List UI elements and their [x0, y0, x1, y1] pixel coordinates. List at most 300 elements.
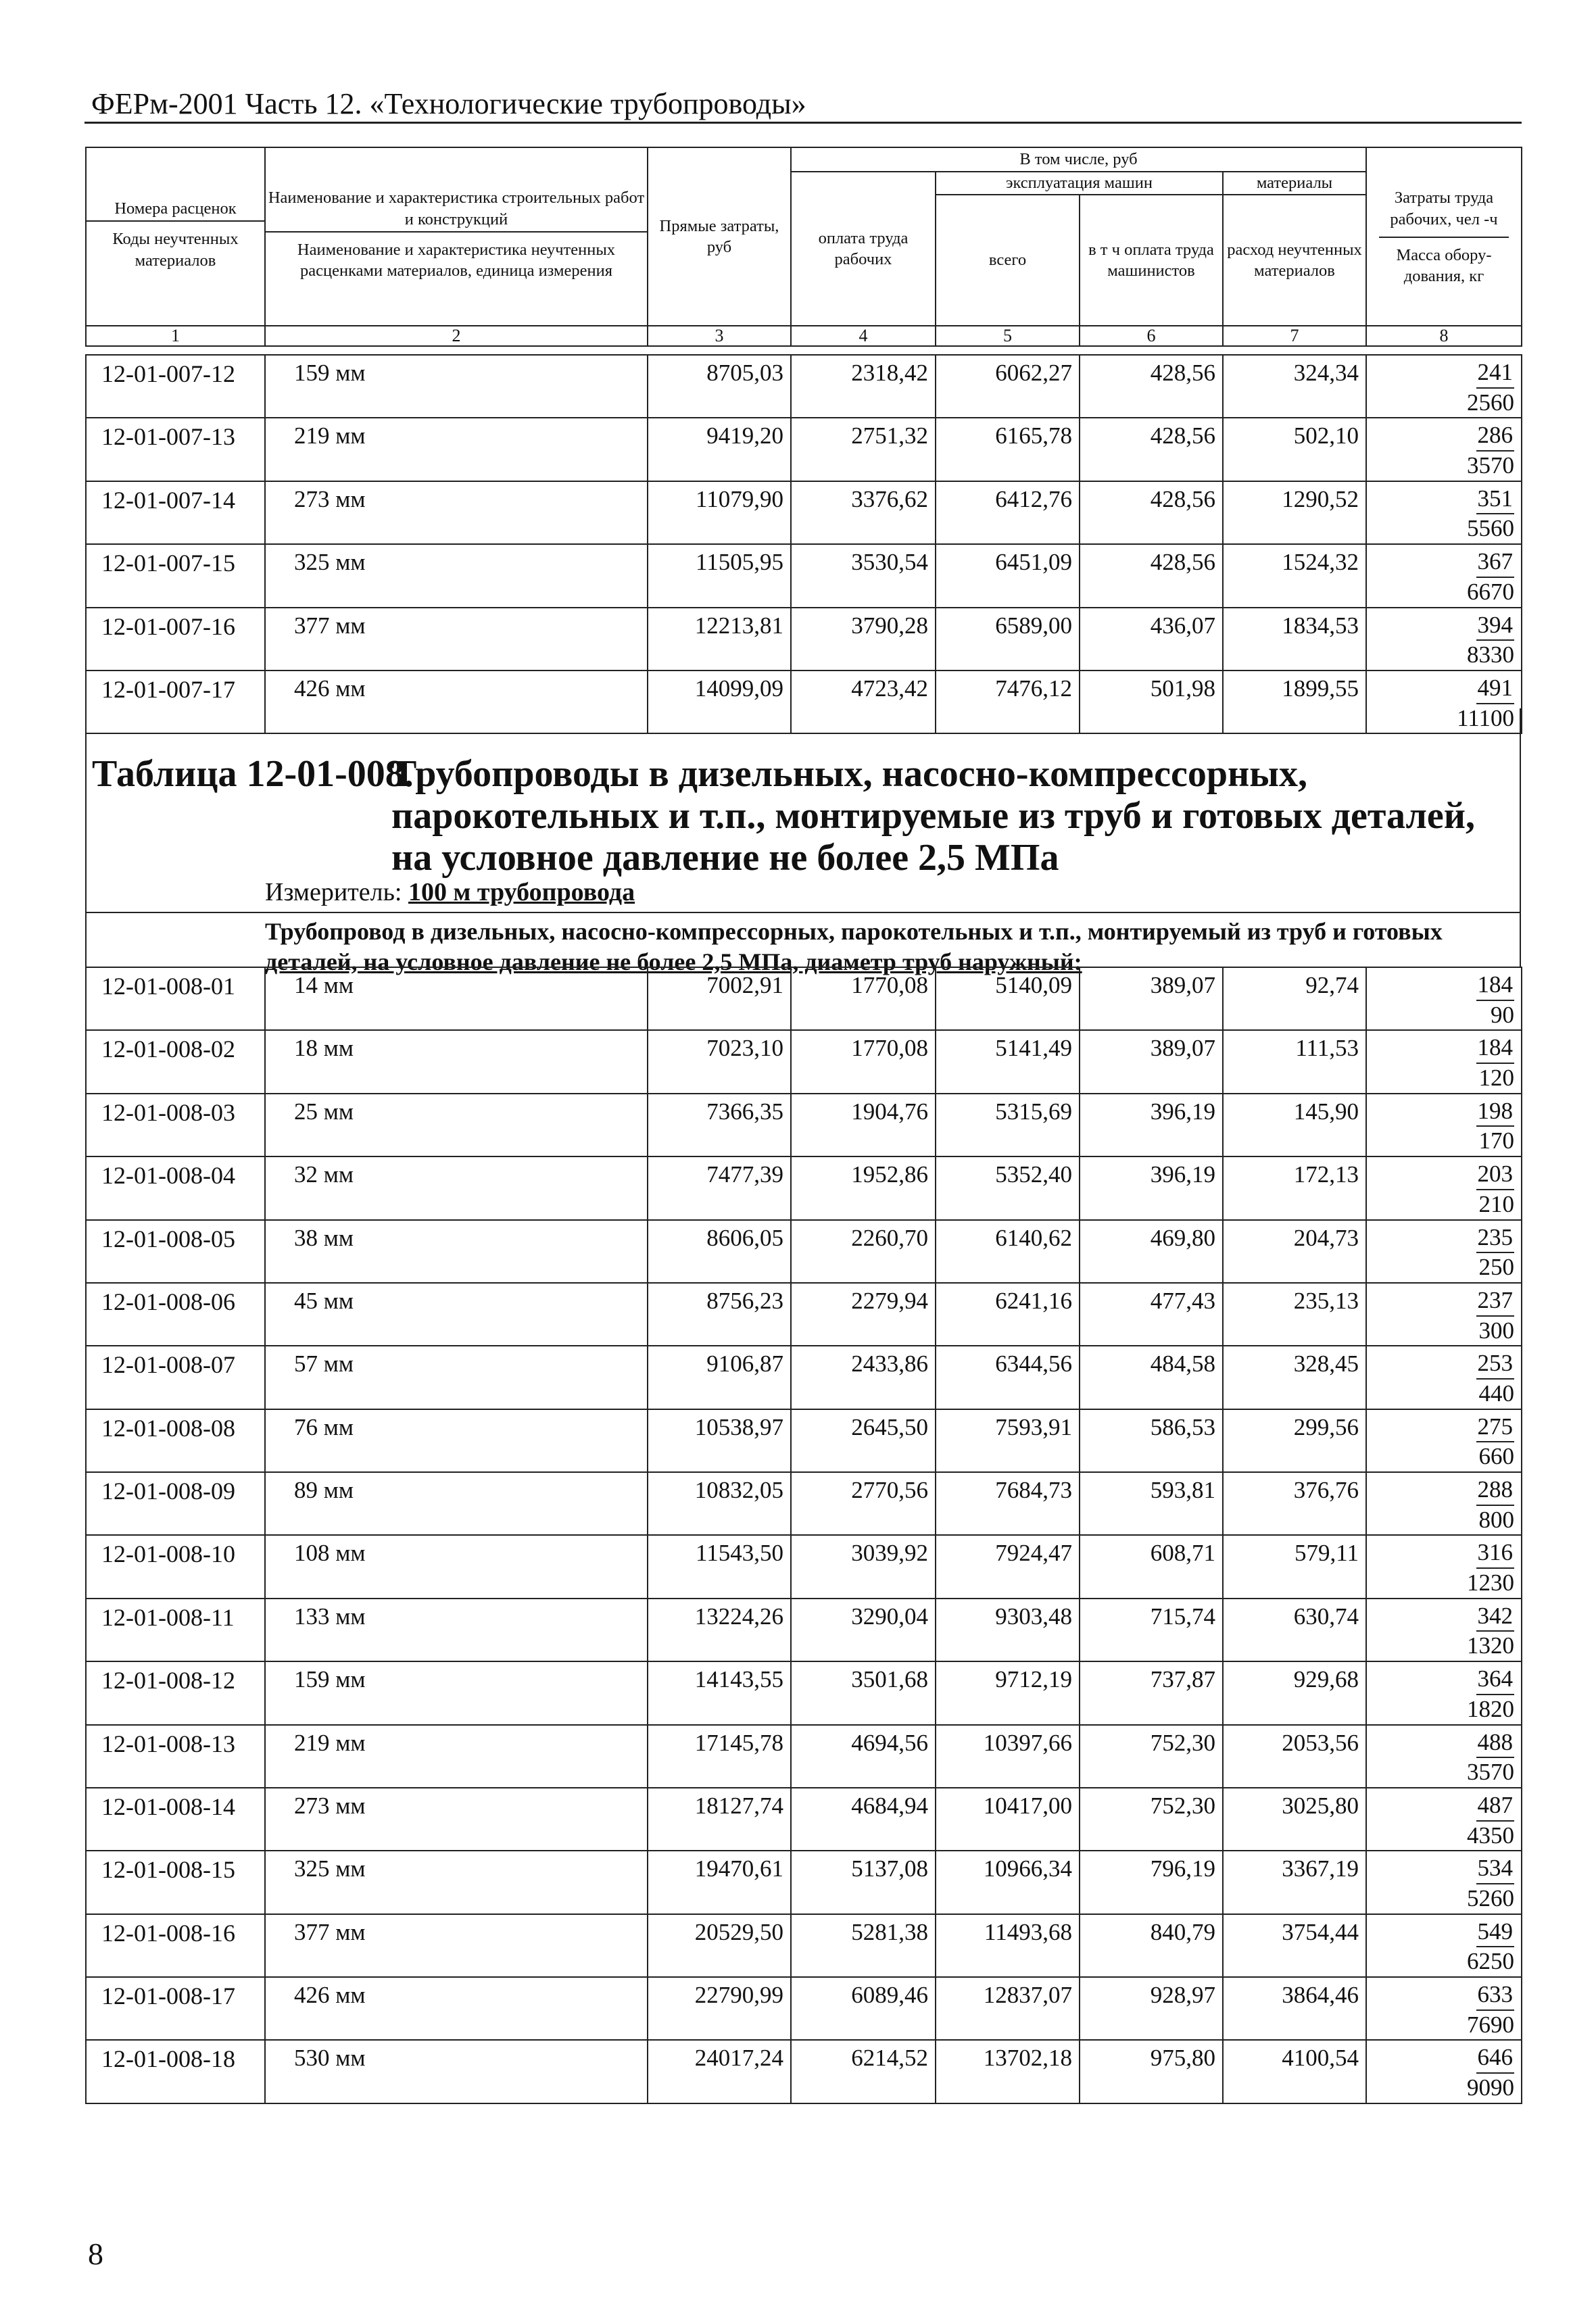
- equipment-mass-value: 5260: [1467, 1884, 1514, 1911]
- machinists-pay: 436,07: [1080, 608, 1223, 671]
- labor-cost-value: 184: [1476, 971, 1515, 1001]
- pipe-diameter: 57 мм: [265, 1346, 648, 1409]
- equipment-mass-value: 5560: [1467, 515, 1514, 542]
- rate-code: 12-01-008-13: [86, 1725, 265, 1788]
- equipment-mass-value: 210: [1478, 1190, 1514, 1217]
- direct-costs: 19470,61: [648, 1851, 791, 1914]
- labor-pay: 3376,62: [791, 481, 936, 544]
- table-row: [86, 1725, 1522, 1788]
- labor-cost-value: 237: [1476, 1286, 1515, 1317]
- direct-costs: 12213,81: [648, 608, 791, 671]
- direct-costs: 11079,90: [648, 481, 791, 544]
- pipe-diameter: 14 мм: [265, 967, 648, 1030]
- machinists-pay: 428,56: [1080, 418, 1223, 481]
- labor-pay: 2433,86: [791, 1346, 936, 1409]
- machinists-pay: 752,30: [1080, 1788, 1223, 1851]
- pipe-diameter: 325 мм: [265, 544, 648, 607]
- labor-and-mass: [1366, 1156, 1522, 1219]
- rate-code: 12-01-008-03: [86, 1094, 265, 1156]
- labor-and-mass: [1366, 1409, 1522, 1472]
- machinists-pay: 484,58: [1080, 1346, 1223, 1409]
- pipe-diameter: 108 мм: [265, 1535, 648, 1598]
- machinists-pay: 715,74: [1080, 1599, 1223, 1661]
- equipment-mass-value: 120: [1478, 1065, 1514, 1092]
- pipe-diameter: 32 мм: [265, 1156, 648, 1219]
- labor-pay: 5137,08: [791, 1851, 936, 1914]
- equipment-mass-value: 440: [1478, 1380, 1514, 1407]
- machinists-pay: 840,79: [1080, 1914, 1223, 1977]
- labor-cost-value: 184: [1476, 1033, 1515, 1064]
- table-row: [86, 1409, 1522, 1472]
- machines-total: 9712,19: [936, 1661, 1080, 1724]
- rate-code: 12-01-008-18: [86, 2040, 265, 2103]
- pipe-diameter: 25 мм: [265, 1094, 648, 1156]
- labor-and-mass: [1366, 608, 1522, 671]
- materials-cost: 3367,19: [1223, 1851, 1366, 1914]
- equipment-mass-value: 6670: [1467, 578, 1514, 605]
- labor-cost-value: 367: [1476, 547, 1515, 578]
- table-row: [86, 1914, 1522, 1977]
- rates-table-12-01-008: [85, 967, 1522, 2104]
- materials-cost: 204,73: [1223, 1220, 1366, 1283]
- direct-costs: 9106,87: [648, 1346, 791, 1409]
- rate-code: 12-01-008-10: [86, 1535, 265, 1598]
- direct-costs: 7366,35: [648, 1094, 791, 1156]
- labor-pay: 1952,86: [791, 1156, 936, 1219]
- materials-cost: 145,90: [1223, 1094, 1366, 1156]
- labor-and-mass: [1366, 1977, 1522, 2040]
- labor-and-mass: [1366, 2040, 1522, 2103]
- table-row: [86, 1346, 1522, 1409]
- pipe-diameter: 426 мм: [265, 1977, 648, 2040]
- machines-total: 5141,49: [936, 1030, 1080, 1093]
- col-number-6: 6: [1080, 326, 1223, 346]
- equipment-mass-value: 3570: [1467, 452, 1514, 479]
- pipe-diameter: 45 мм: [265, 1283, 648, 1346]
- direct-costs: 11543,50: [648, 1535, 791, 1598]
- labor-cost-value: 646: [1476, 2043, 1515, 2074]
- direct-costs: 8756,23: [648, 1283, 791, 1346]
- table-row: [86, 608, 1522, 671]
- machines-total: 10417,00: [936, 1788, 1080, 1851]
- table-title-text: Трубопроводы в дизельных, насосно-компрессорных, парокотельных и т.п., монтируемые из труб и готовых деталей, на условное давление не более 2,5 МПа: [391, 753, 1476, 879]
- rate-code: 12-01-008-11: [86, 1599, 265, 1661]
- header-cell-codes: [86, 147, 265, 326]
- labor-cost-value: 253: [1476, 1349, 1515, 1380]
- col-number-8: 8: [1366, 326, 1522, 346]
- materials-cost: 324,34: [1223, 355, 1366, 418]
- group-heading-line-1: Трубопровод в дизельных, насосно-компрессорных, парокотельных и т.п., монтируемый из труб и готовых: [265, 918, 1443, 945]
- pipe-diameter: 89 мм: [265, 1472, 648, 1535]
- machines-total: 6412,76: [936, 481, 1080, 544]
- labor-pay: 4723,42: [791, 671, 936, 733]
- direct-costs: 18127,74: [648, 1788, 791, 1851]
- labor-pay: 3530,54: [791, 544, 936, 607]
- materials-cost: 1834,53: [1223, 608, 1366, 671]
- machines-total: 5352,40: [936, 1156, 1080, 1219]
- page-number: 8: [88, 2237, 103, 2271]
- materials-cost: 111,53: [1223, 1030, 1366, 1093]
- machinists-pay: 389,07: [1080, 967, 1223, 1030]
- rate-code: 12-01-008-05: [86, 1220, 265, 1283]
- rate-code: 12-01-007-13: [86, 418, 265, 481]
- direct-costs: 17145,78: [648, 1725, 791, 1788]
- labor-cost-value: 316: [1476, 1538, 1515, 1569]
- equipment-mass-value: 660: [1478, 1443, 1514, 1470]
- table-row: [86, 1472, 1522, 1535]
- rate-code: 12-01-007-14: [86, 481, 265, 544]
- header-cell-labor: [1366, 147, 1522, 326]
- table-row: [86, 1220, 1522, 1283]
- direct-costs: 7002,91: [648, 967, 791, 1030]
- labor-pay: 1904,76: [791, 1094, 936, 1156]
- materials-cost: 502,10: [1223, 418, 1366, 481]
- machinists-pay: 752,30: [1080, 1725, 1223, 1788]
- machines-total: 6241,16: [936, 1283, 1080, 1346]
- machines-total: 13702,18: [936, 2040, 1080, 2103]
- table-row: [86, 2040, 1522, 2103]
- col-number-1: 1: [86, 326, 265, 346]
- labor-cost-value: 241: [1476, 358, 1515, 389]
- labor-and-mass: [1366, 1030, 1522, 1093]
- labor-cost-value: 534: [1476, 1854, 1515, 1884]
- rate-code: 12-01-008-14: [86, 1788, 265, 1851]
- materials-cost: 3754,44: [1223, 1914, 1366, 1977]
- machines-total: 7593,91: [936, 1409, 1080, 1472]
- labor-and-mass: [1366, 1535, 1522, 1598]
- labor-and-mass: [1366, 1599, 1522, 1661]
- rate-code: 12-01-008-02: [86, 1030, 265, 1093]
- table-row: [86, 1977, 1522, 2040]
- materials-cost: 376,76: [1223, 1472, 1366, 1535]
- machines-total: 6062,27: [936, 355, 1080, 418]
- pipe-diameter: 76 мм: [265, 1409, 648, 1472]
- rate-code: 12-01-008-01: [86, 967, 265, 1030]
- machines-total: 6140,62: [936, 1220, 1080, 1283]
- machinists-pay: 593,81: [1080, 1472, 1223, 1535]
- measure-value: 100 м трубопровода: [408, 878, 635, 906]
- machines-total: 7924,47: [936, 1535, 1080, 1598]
- column-header-table: [85, 147, 1522, 347]
- machines-total: 12837,07: [936, 1977, 1080, 2040]
- header-rate-numbers: Номера расценок: [87, 195, 264, 222]
- table-12-01-008-heading: [85, 708, 1521, 975]
- measure-divider: [87, 912, 1520, 913]
- equipment-mass-value: 4350: [1467, 1822, 1514, 1849]
- labor-pay: 6214,52: [791, 2040, 936, 2103]
- labor-and-mass: [1366, 1851, 1522, 1914]
- labor-cost-value: 286: [1476, 421, 1515, 452]
- equipment-mass-value: 1820: [1467, 1695, 1514, 1722]
- machinists-pay: 389,07: [1080, 1030, 1223, 1093]
- labor-and-mass: [1366, 1094, 1522, 1156]
- machines-total: 7684,73: [936, 1472, 1080, 1535]
- direct-costs: 13224,26: [648, 1599, 791, 1661]
- labor-cost-value: 487: [1476, 1791, 1515, 1822]
- pipe-diameter: 273 мм: [265, 481, 648, 544]
- col-number-7: 7: [1223, 326, 1366, 346]
- measure-label: Измеритель:: [265, 878, 402, 906]
- machines-total: 10397,66: [936, 1725, 1080, 1788]
- col-number-2: 2: [265, 326, 648, 346]
- rate-code: 12-01-008-04: [86, 1156, 265, 1219]
- labor-and-mass: [1366, 355, 1522, 418]
- header-machinists-pay: в т ч оплата труда машинистов: [1080, 195, 1223, 326]
- table-row: [86, 1156, 1522, 1219]
- equipment-mass-value: 170: [1478, 1127, 1514, 1154]
- labor-cost-value: 549: [1476, 1918, 1515, 1948]
- pipe-diameter: 273 мм: [265, 1788, 648, 1851]
- materials-cost: 1290,52: [1223, 481, 1366, 544]
- header-material-codes: Коды неучтенных материалов: [112, 230, 239, 270]
- pipe-diameter: 219 мм: [265, 418, 648, 481]
- materials-cost: 2053,56: [1223, 1725, 1366, 1788]
- rate-code: 12-01-008-08: [86, 1409, 265, 1472]
- direct-costs: 22790,99: [648, 1977, 791, 2040]
- table-row: [86, 1851, 1522, 1914]
- labor-cost-value: 491: [1476, 674, 1515, 704]
- table-row: [86, 1661, 1522, 1724]
- materials-cost: 172,13: [1223, 1156, 1366, 1219]
- materials-cost: 92,74: [1223, 967, 1366, 1030]
- labor-pay: 3290,04: [791, 1599, 936, 1661]
- labor-and-mass: [1366, 967, 1522, 1030]
- labor-pay: 2645,50: [791, 1409, 936, 1472]
- labor-cost-value: 288: [1476, 1476, 1515, 1506]
- materials-cost: 630,74: [1223, 1599, 1366, 1661]
- direct-costs: 10538,97: [648, 1409, 791, 1472]
- rate-code: 12-01-007-12: [86, 355, 265, 418]
- pipe-diameter: 426 мм: [265, 671, 648, 733]
- labor-and-mass: [1366, 418, 1522, 481]
- table-row: [86, 1535, 1522, 1598]
- machines-total: 5315,69: [936, 1094, 1080, 1156]
- pipe-diameter: 133 мм: [265, 1599, 648, 1661]
- machines-total: 11493,68: [936, 1914, 1080, 1977]
- rate-code: 12-01-008-12: [86, 1661, 265, 1724]
- machinists-pay: 428,56: [1080, 355, 1223, 418]
- col-number-3: 3: [648, 326, 791, 346]
- header-including: В том числе, руб: [791, 147, 1366, 172]
- labor-pay: 5281,38: [791, 1914, 936, 1977]
- pipe-diameter: 530 мм: [265, 2040, 648, 2103]
- machinists-pay: 586,53: [1080, 1409, 1223, 1472]
- rate-code: 12-01-008-16: [86, 1914, 265, 1977]
- table-row: [86, 1030, 1522, 1093]
- header-cell-name: [265, 147, 648, 326]
- labor-pay: 3501,68: [791, 1661, 936, 1724]
- equipment-mass-value: 250: [1478, 1254, 1514, 1281]
- direct-costs: 8705,03: [648, 355, 791, 418]
- table-row: [86, 1599, 1522, 1661]
- col-number-4: 4: [791, 326, 936, 346]
- labor-pay: 6089,46: [791, 1977, 936, 2040]
- table-row: [86, 544, 1522, 607]
- machines-total: 6451,09: [936, 544, 1080, 607]
- equipment-mass-value: 1320: [1467, 1632, 1514, 1659]
- materials-cost: 579,11: [1223, 1535, 1366, 1598]
- labor-pay: 2318,42: [791, 355, 936, 418]
- table-row: [86, 355, 1522, 418]
- labor-and-mass: [1366, 1725, 1522, 1788]
- machinists-pay: 501,98: [1080, 671, 1223, 733]
- pipe-diameter: 377 мм: [265, 1914, 648, 1977]
- rate-code: 12-01-007-16: [86, 608, 265, 671]
- table-row: [86, 1094, 1522, 1156]
- equipment-mass-value: 11100: [1457, 704, 1514, 731]
- group-heading-line-2: деталей, на условное давление не более 2,5 МПа, диаметр труб наружный:: [265, 948, 1082, 975]
- materials-cost: 4100,54: [1223, 2040, 1366, 2103]
- direct-costs: 9419,20: [648, 418, 791, 481]
- direct-costs: 11505,95: [648, 544, 791, 607]
- header-labor-pay: оплата труда рабочих: [791, 172, 936, 326]
- header-direct-costs: Прямые затраты, руб: [648, 147, 791, 326]
- machines-total: 6344,56: [936, 1346, 1080, 1409]
- equipment-mass-value: 90: [1491, 1001, 1514, 1028]
- col-number-5: 5: [936, 326, 1080, 346]
- table-row: [86, 1788, 1522, 1851]
- rate-code: 12-01-007-17: [86, 671, 265, 733]
- header-machines: эксплуатация машин: [936, 172, 1223, 195]
- labor-pay: 3039,92: [791, 1535, 936, 1598]
- machinists-pay: 396,19: [1080, 1156, 1223, 1219]
- machinists-pay: 975,80: [1080, 2040, 1223, 2103]
- labor-and-mass: [1366, 1472, 1522, 1535]
- rate-code: 12-01-007-15: [86, 544, 265, 607]
- equipment-mass-value: 300: [1478, 1317, 1514, 1344]
- labor-and-mass: [1366, 1346, 1522, 1409]
- direct-costs: 7477,39: [648, 1156, 791, 1219]
- materials-cost: 235,13: [1223, 1283, 1366, 1346]
- labor-cost-value: 394: [1476, 611, 1515, 641]
- labor-pay: 4684,94: [791, 1788, 936, 1851]
- pipe-diameter: 159 мм: [265, 355, 648, 418]
- labor-pay: 2770,56: [791, 1472, 936, 1535]
- table-number: Таблица 12-01-008.: [92, 753, 414, 795]
- pipe-diameter: 38 мм: [265, 1220, 648, 1283]
- materials-cost: 929,68: [1223, 1661, 1366, 1724]
- labor-pay: 1770,08: [791, 1030, 936, 1093]
- direct-costs: 7023,10: [648, 1030, 791, 1093]
- header-work-name: Наименование и характеристика строительных работ и конструкций: [266, 185, 647, 233]
- table-row: [86, 1283, 1522, 1346]
- table-row: [86, 418, 1522, 481]
- rate-code: 12-01-008-15: [86, 1851, 265, 1914]
- labor-cost-value: 342: [1476, 1602, 1515, 1632]
- table-row: [86, 481, 1522, 544]
- labor-and-mass: [1366, 481, 1522, 544]
- header-materials: материалы: [1223, 172, 1366, 195]
- machines-total: 6165,78: [936, 418, 1080, 481]
- machines-total: 5140,09: [936, 967, 1080, 1030]
- machinists-pay: 608,71: [1080, 1535, 1223, 1598]
- labor-and-mass: [1366, 1914, 1522, 1977]
- labor-cost-value: 488: [1476, 1728, 1515, 1759]
- rates-table-12-01-007: [85, 354, 1522, 734]
- machines-total: 9303,48: [936, 1599, 1080, 1661]
- labor-cost-value: 633: [1476, 1980, 1515, 2011]
- labor-pay: 4694,56: [791, 1725, 936, 1788]
- equipment-mass-value: 1230: [1467, 1569, 1514, 1597]
- pipe-diameter: 377 мм: [265, 608, 648, 671]
- pipe-diameter: 18 мм: [265, 1030, 648, 1093]
- materials-cost: 3864,46: [1223, 1977, 1366, 2040]
- labor-and-mass: [1366, 544, 1522, 607]
- labor-pay: 2260,70: [791, 1220, 936, 1283]
- header-labor-cost: Затраты труда рабочих, чел -ч: [1379, 186, 1509, 238]
- pipe-diameter: 219 мм: [265, 1725, 648, 1788]
- machines-total: 7476,12: [936, 671, 1080, 733]
- machines-total: 10966,34: [936, 1851, 1080, 1914]
- page-header-title: ФЕРм-2001 Часть 12. «Технологические трубопроводы»: [91, 87, 806, 120]
- equipment-mass-value: 2560: [1467, 389, 1514, 416]
- pipe-diameter: 325 мм: [265, 1851, 648, 1914]
- header-machines-total: всего: [936, 195, 1080, 326]
- machinists-pay: 796,19: [1080, 1851, 1223, 1914]
- direct-costs: 8606,05: [648, 1220, 791, 1283]
- header-unaccounted-materials: расход неучтенных материалов: [1223, 195, 1366, 326]
- labor-and-mass: [1366, 1283, 1522, 1346]
- machinists-pay: 477,43: [1080, 1283, 1223, 1346]
- labor-pay: 3790,28: [791, 608, 936, 671]
- machinists-pay: 428,56: [1080, 544, 1223, 607]
- measure-unit: [265, 877, 635, 907]
- header-equipment-mass: Масса обору-дования, кг: [1396, 246, 1492, 286]
- direct-costs: 10832,05: [648, 1472, 791, 1535]
- rate-code: 12-01-008-07: [86, 1346, 265, 1409]
- direct-costs: 20529,50: [648, 1914, 791, 1977]
- rate-code: 12-01-008-17: [86, 1977, 265, 2040]
- labor-pay: 2279,94: [791, 1283, 936, 1346]
- rate-code: 12-01-008-09: [86, 1472, 265, 1535]
- machinists-pay: 737,87: [1080, 1661, 1223, 1724]
- machinists-pay: 396,19: [1080, 1094, 1223, 1156]
- header-rule: [84, 122, 1522, 124]
- direct-costs: 14143,55: [648, 1661, 791, 1724]
- machines-total: 6589,00: [936, 608, 1080, 671]
- equipment-mass-value: 6250: [1467, 1948, 1514, 1975]
- machinists-pay: 928,97: [1080, 1977, 1223, 2040]
- materials-cost: 1524,32: [1223, 544, 1366, 607]
- materials-cost: 328,45: [1223, 1346, 1366, 1409]
- direct-costs: 24017,24: [648, 2040, 791, 2103]
- labor-cost-value: 198: [1476, 1097, 1515, 1127]
- equipment-mass-value: 7690: [1467, 2011, 1514, 2038]
- equipment-mass-value: 8330: [1467, 641, 1514, 668]
- labor-cost-value: 275: [1476, 1413, 1515, 1443]
- materials-cost: 299,56: [1223, 1409, 1366, 1472]
- labor-pay: 1770,08: [791, 967, 936, 1030]
- pipe-diameter: 159 мм: [265, 1661, 648, 1724]
- materials-cost: 3025,80: [1223, 1788, 1366, 1851]
- rate-code: 12-01-008-06: [86, 1283, 265, 1346]
- labor-and-mass: [1366, 1661, 1522, 1724]
- labor-cost-value: 235: [1476, 1223, 1515, 1254]
- equipment-mass-value: 9090: [1467, 2074, 1514, 2101]
- materials-cost: 1899,55: [1223, 671, 1366, 733]
- machinists-pay: 469,80: [1080, 1220, 1223, 1283]
- labor-pay: 2751,32: [791, 418, 936, 481]
- equipment-mass-value: 800: [1478, 1506, 1514, 1533]
- machinists-pay: 428,56: [1080, 481, 1223, 544]
- labor-and-mass: [1366, 1788, 1522, 1851]
- table-row: [86, 967, 1522, 1030]
- labor-cost-value: 351: [1476, 485, 1515, 515]
- labor-cost-value: 203: [1476, 1160, 1515, 1190]
- direct-costs: 14099,09: [648, 671, 791, 733]
- header-material-name: Наименование и характеристика неучтенных расценками материалов, единица измерения: [297, 241, 616, 281]
- labor-and-mass: [1366, 1220, 1522, 1283]
